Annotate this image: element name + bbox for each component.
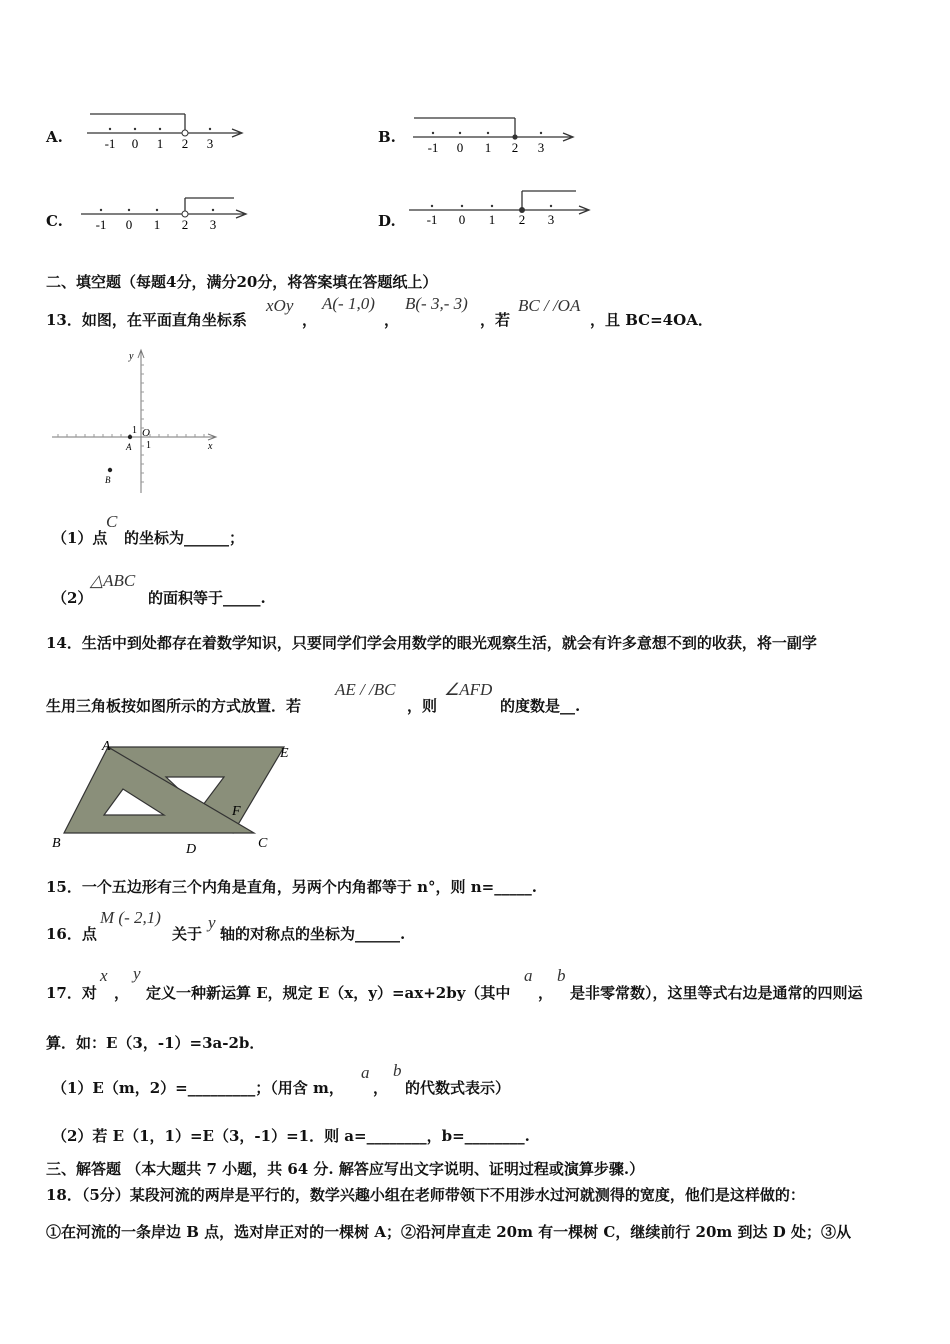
q14-line2: 生用三角板按如图所示的方式放置．若 [46, 697, 302, 715]
q17-sep: ， [538, 984, 554, 1002]
tick-label: 1 [484, 140, 492, 155]
q13-part1-math: C [106, 512, 118, 531]
q17-part1-math-a: a [361, 1063, 370, 1082]
q17-part1-sep: ， [373, 1079, 389, 1097]
q16-stem: 16．点 [46, 925, 97, 943]
origin-label: O [142, 427, 150, 439]
tick-label: 2 [181, 136, 189, 151]
q13-coordinate-figure [50, 345, 225, 500]
q17-part2: （2）若 E（1，1）=E（3，-1）=1．则 a=________，b=________. [52, 1127, 530, 1145]
q14-math-ae-bc: AE / /BC [335, 680, 396, 699]
tick-label: 0 [458, 212, 466, 227]
q17-part1-end: 的代数式表示） [405, 1079, 511, 1097]
q13-math-b: B(- 3,- 3) [405, 294, 468, 313]
q18-line1: 18．（5分）某段河流的两岸是平行的，数学兴趣小组在老师带领下不用涉水过河就测得的宽度，他们是这样做的： [46, 1186, 805, 1204]
tick-label: 2 [181, 217, 189, 232]
q16-mid: 关于 [172, 925, 203, 943]
q14-mid: ，则 [407, 697, 438, 715]
vertex-d-label: D [186, 842, 197, 857]
section-3-heading: 三、解答题 （本大题共 7 小题，共 64 分. 解答应写出文字说明、证明过程或演算步骤.） [46, 1160, 645, 1178]
tick-label: 3 [547, 212, 555, 227]
tick-label: 0 [131, 136, 139, 151]
q17-stem: 17．对 [46, 984, 97, 1002]
q17-math-b: b [557, 966, 566, 985]
q13-math-xoy: xOy [266, 296, 294, 315]
q17-definition: 定义一种新运算 E，规定 E（x，y）=ax+2by（其中 [146, 984, 511, 1002]
q17-definition-end: 是非零常数），这里等式右边是通常的四则运 [570, 984, 863, 1002]
number-line-c [76, 192, 256, 237]
q13-math-bc-oa: BC / /OA [518, 296, 581, 315]
tick-label: -1 [95, 217, 107, 232]
vertex-c-label: C [258, 836, 268, 851]
q13-part2-blank: 的面积等于_____. [148, 589, 266, 607]
vertex-e-label: E [280, 746, 289, 761]
option-a-label: A. [46, 128, 63, 146]
vertex-b-label: B [52, 836, 61, 851]
tick-label: 1 [153, 217, 161, 232]
q15: 15．一个五边形有三个内角是直角，另两个内角都等于 n°，则 n=_____. [46, 878, 537, 896]
tick-label: 3 [206, 136, 214, 151]
tick-label: -1 [426, 212, 438, 227]
x-axis-label: x [208, 441, 213, 452]
q14-blank: 的度数是__. [500, 697, 581, 715]
q17-sep: ， [114, 984, 130, 1002]
q13-sep: ， [384, 311, 400, 329]
point-b-label: B [105, 475, 111, 485]
tick-label: 0 [456, 140, 464, 155]
section-2-heading: 二、填空题（每题4分，满分20分，将答案填在答题纸上） [46, 273, 438, 291]
q13-part2: （2） [52, 589, 93, 607]
y-unit-label: 1 [132, 425, 137, 436]
q13-part2-math: △ABC [90, 571, 136, 590]
q14-math-afd: ∠AFD [444, 680, 493, 699]
tick-label: 1 [488, 212, 496, 227]
q17-math-x: x [100, 966, 108, 985]
tick-label: 1 [156, 136, 164, 151]
q13-part1-blank: 的坐标为______； [124, 529, 245, 547]
q17-example: 算．如：E（3，-1）=3a-2b． [46, 1034, 265, 1052]
q16-math-y: y [208, 913, 216, 932]
option-b-label: B. [378, 128, 396, 146]
x-unit-label: 1 [146, 440, 151, 451]
q16-math-point: M (- 2,1) [100, 908, 161, 927]
q13-condition: ，且 BC=4OA． [590, 311, 713, 329]
tick-label: -1 [427, 140, 439, 155]
tick-label: 3 [209, 217, 217, 232]
number-line-d [404, 185, 599, 233]
y-axis-label: y [129, 351, 134, 362]
q17-math-a: a [524, 966, 533, 985]
option-d-label: D. [378, 212, 396, 230]
q14-line1: 14．生活中到处都存在着数学知识，只要同学们学会用数学的眼光观察生活，就会有许多意想不到的收获，将一副学 [46, 634, 817, 652]
q18-line2: ①在河流的一条岸边 B 点，选对岸正对的一棵树 A；②沿河岸直走 20m 有一棵树 C，继续前行 20m 到达 D 处；③从 [46, 1223, 851, 1241]
option-c-label: C. [46, 212, 63, 230]
tick-label: 2 [518, 212, 526, 227]
vertex-a-label: A [102, 739, 111, 754]
point-a-label: A [126, 442, 132, 452]
vertex-f-label: F [232, 804, 241, 819]
q13-sep: ， [302, 311, 318, 329]
q16-blank: 轴的对称点的坐标为______. [220, 925, 406, 943]
tick-label: 3 [537, 140, 545, 155]
q17-part1: （1）E（m，2）=_________；（用含 m， [52, 1079, 344, 1097]
q13-stem: 13．如图，在平面直角坐标系 [46, 311, 247, 329]
q13-sep: ，若 [480, 311, 511, 329]
q13-math-a: A(- 1,0) [322, 294, 375, 313]
number-line-b [408, 112, 583, 157]
tick-label: -1 [104, 136, 116, 151]
q14-set-square-figure [46, 735, 306, 857]
q17-part1-math-b: b [393, 1061, 402, 1080]
tick-label: 0 [125, 217, 133, 232]
q17-math-y: y [133, 964, 141, 983]
tick-label: 2 [511, 140, 519, 155]
number-line-a [82, 108, 252, 153]
q13-part1: （1）点 [52, 529, 108, 547]
